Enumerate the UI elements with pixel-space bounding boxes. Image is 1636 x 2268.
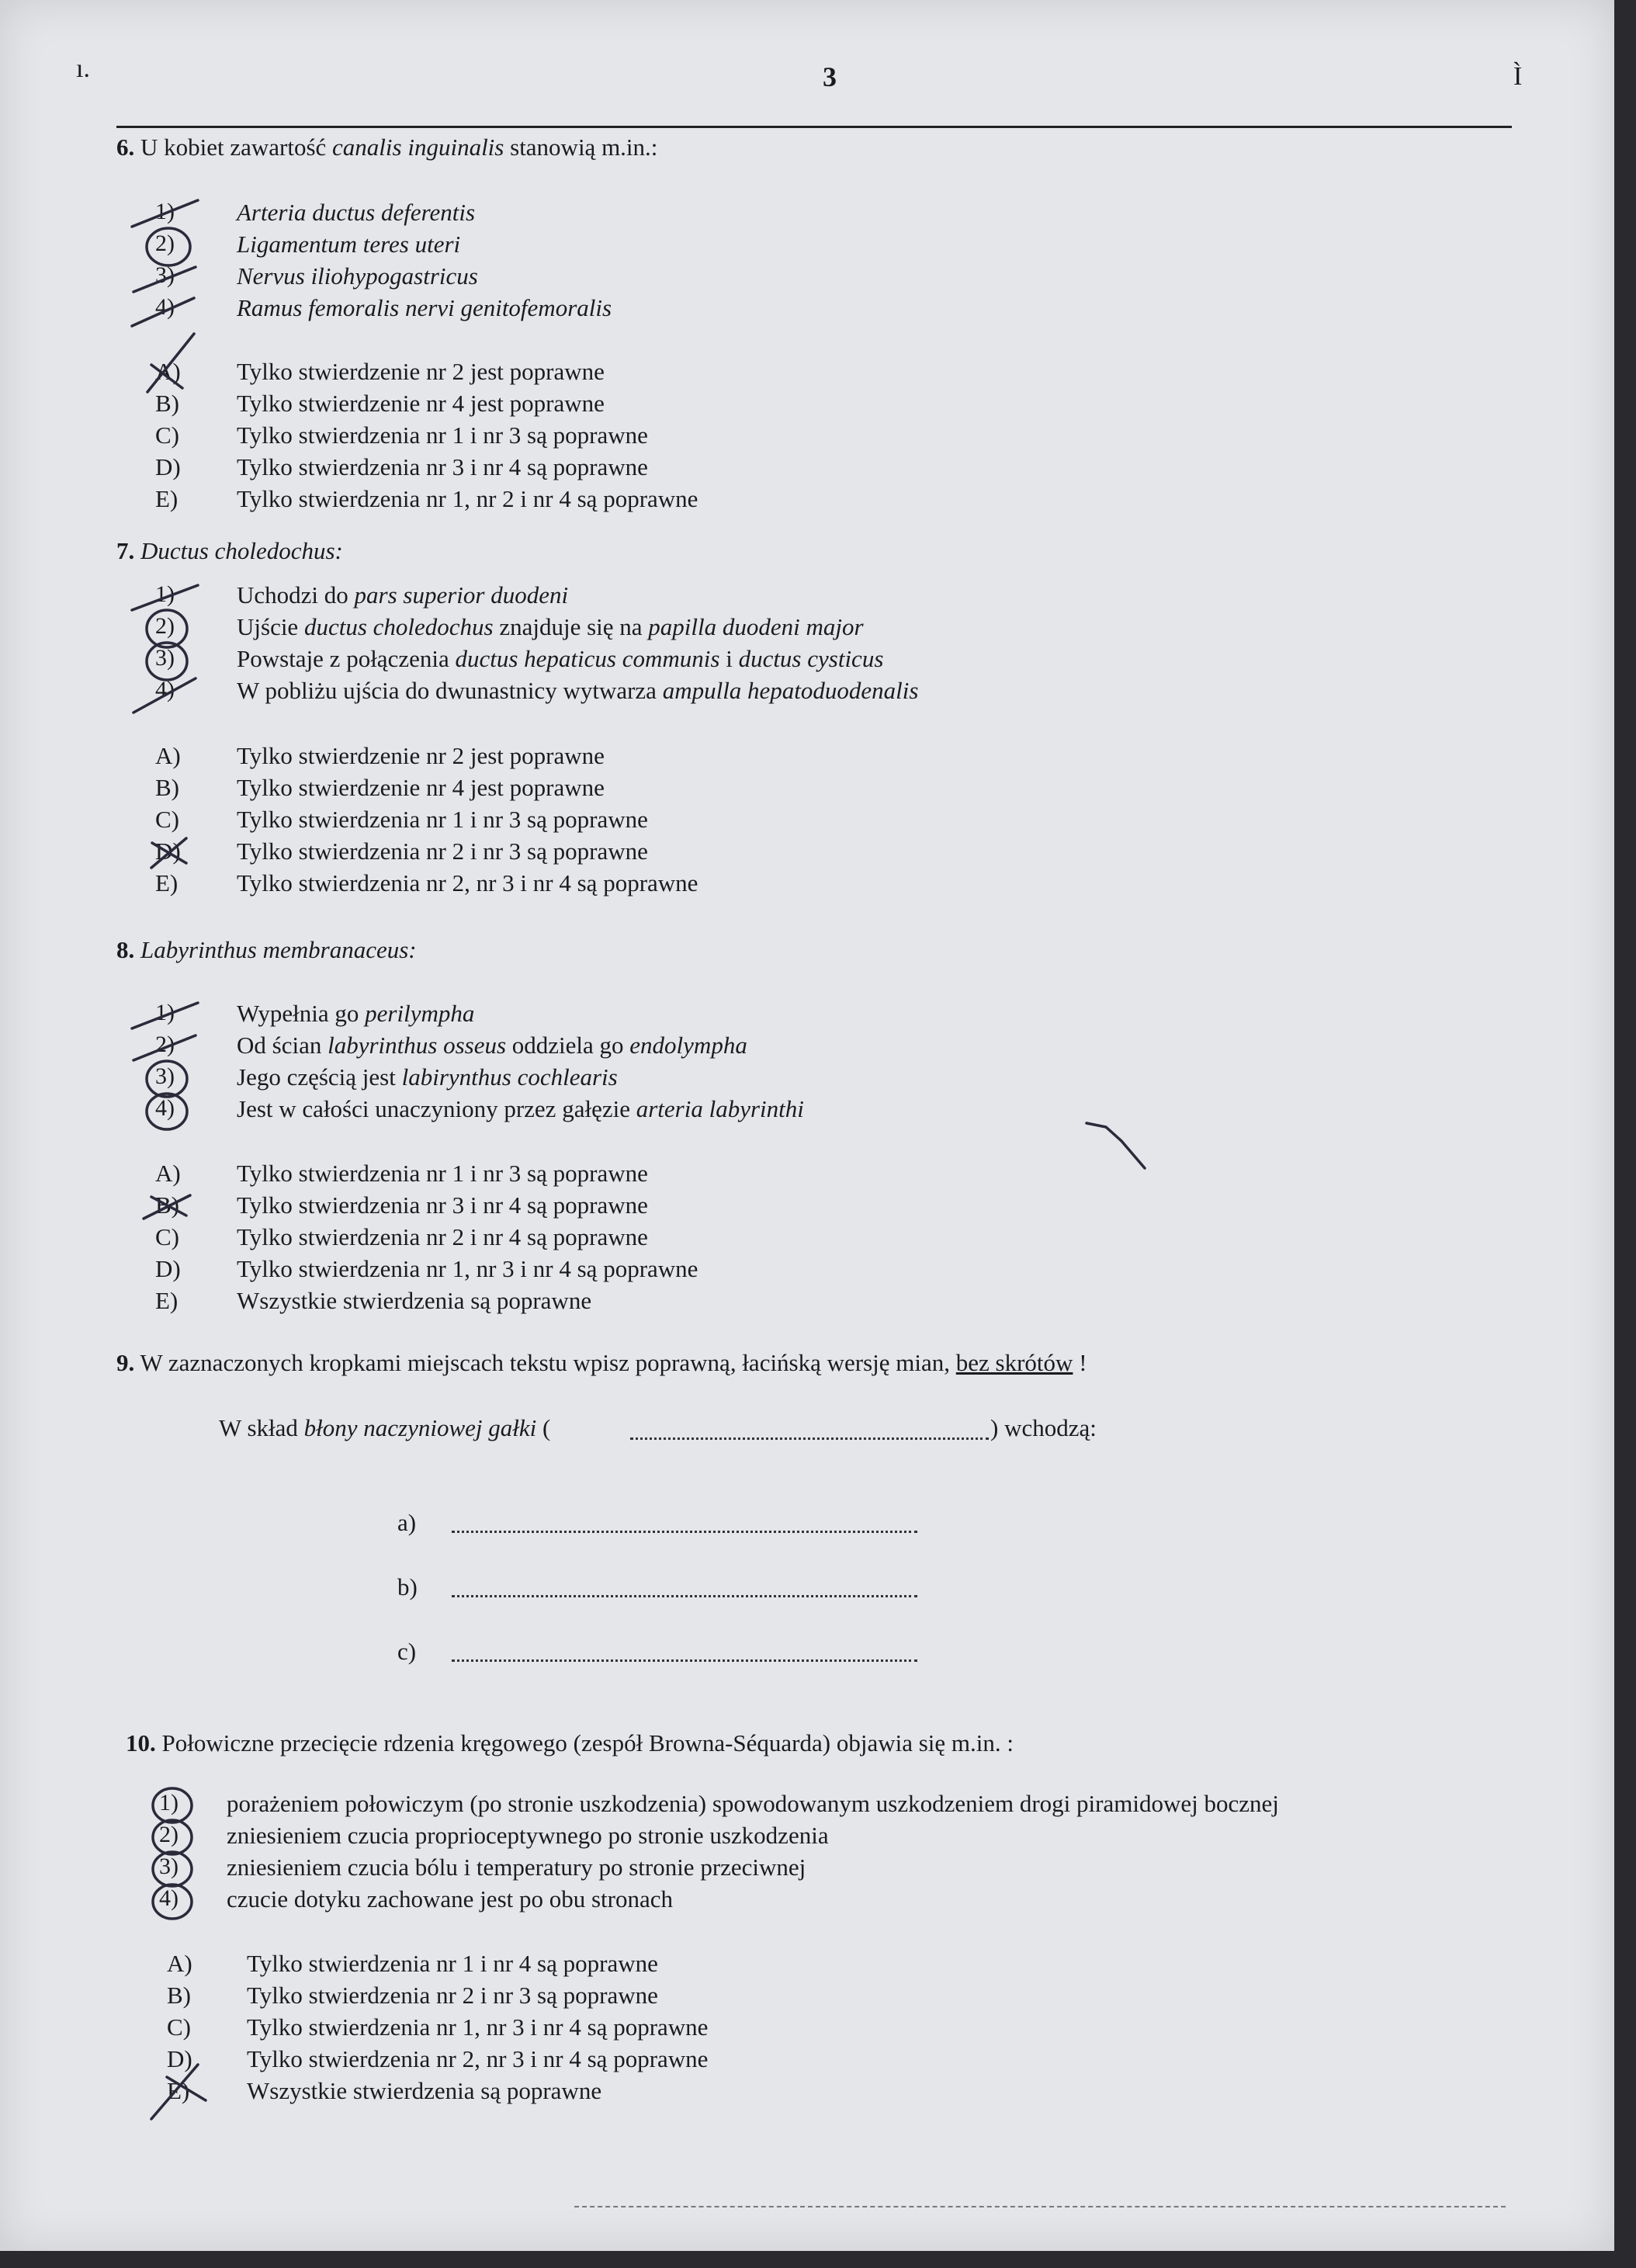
q6-item-3-number: 3) (155, 262, 175, 288)
q7-option-b-letter: B) (155, 774, 179, 801)
q10-option-d-letter: D) (167, 2045, 192, 2072)
q8-option-c-letter: C) (155, 1223, 179, 1250)
q9-blank-c-line[interactable] (452, 1659, 917, 1662)
q10-option-a: Tylko stwierdzenia nr 1 i nr 4 są poprawne (247, 1950, 658, 1977)
q6-item-1: Arteria ductus deferentis (237, 199, 476, 226)
corner-mark-right: Ì (1513, 62, 1523, 91)
q8-item-2: Od ścian labyrinthus osseus oddziela go endolympha (237, 1032, 747, 1059)
q7-item-1: Uchodzi do pars superior duodeni (237, 581, 569, 609)
q6-option-c: Tylko stwierdzenia nr 1 i nr 3 są poprawne (237, 421, 648, 449)
q6-option-d: Tylko stwierdzenia nr 3 i nr 4 są poprawne (237, 453, 648, 480)
q6-option-a-letter: A) (155, 358, 181, 385)
q10-option-d: Tylko stwierdzenia nr 2, nr 3 i nr 4 są poprawne (247, 2045, 709, 2072)
question-9-stem: 9. W zaznaczonych kropkami miejscach tekstu wpisz poprawną, łacińską wersję mian, bez skrótów ! (116, 1349, 1087, 1376)
q8-item-3: Jego częścią jest labirynthus cochlearis (237, 1063, 618, 1091)
q10-option-e-letter: E) (167, 2077, 190, 2104)
q7-item-4: W pobliżu ujścia do dwunastnicy wytwarza ampulla hepatoduodenalis (237, 677, 919, 704)
q8-option-a: Tylko stwierdzenia nr 1 i nr 3 są poprawne (237, 1160, 648, 1187)
q10-item-4-number: 4) (159, 1885, 179, 1911)
q10-option-b: Tylko stwierdzenia nr 2 i nr 3 są poprawne (247, 1982, 658, 2009)
q7-option-c-letter: C) (155, 806, 179, 833)
q7-item-4-number: 4) (155, 677, 175, 702)
q10-option-c: Tylko stwierdzenia nr 1, nr 3 i nr 4 są poprawne (247, 2013, 709, 2041)
q6-item-3: Nervus iliohypogastricus (237, 262, 478, 290)
q10-item-1-number: 1) (159, 1790, 179, 1815)
q6-item-4-number: 4) (155, 294, 175, 320)
q8-item-1-number: 1) (155, 1000, 175, 1025)
q8-option-d: Tylko stwierdzenia nr 1, nr 3 i nr 4 są poprawne (237, 1255, 698, 1282)
q8-margin-stroke (1087, 1123, 1145, 1168)
q8-item-4-number: 4) (155, 1095, 175, 1121)
q8-option-d-letter: D) (155, 1255, 181, 1282)
q10-item-3-number: 3) (159, 1854, 179, 1879)
q9-sentence-end: ) wchodzą: (990, 1414, 1097, 1441)
q10-item-4: czucie dotyku zachowane jest po obu stronach (227, 1885, 674, 1913)
q10-option-c-letter: C) (167, 2013, 191, 2041)
q6-option-a: Tylko stwierdzenie nr 2 jest poprawne (237, 358, 605, 385)
q6-item-2-number: 2) (155, 231, 175, 256)
q8-option-b-letter: B) (155, 1191, 179, 1219)
q6-item-1-number: 1) (155, 199, 175, 224)
q8-option-a-letter: A) (155, 1160, 181, 1187)
q7-item-1-number: 1) (155, 581, 175, 607)
q7-option-d: Tylko stwierdzenia nr 2 i nr 3 są poprawne (237, 837, 648, 865)
q8-option-c: Tylko stwierdzenia nr 2 i nr 4 są poprawne (237, 1223, 648, 1250)
q8-option-e-letter: E) (155, 1287, 179, 1314)
q8-option-e: Wszystkie stwierdzenia są poprawne (237, 1287, 592, 1314)
q10-item-2-number: 2) (159, 1822, 179, 1847)
q6-item-4: Ramus femoralis nervi genitofemoralis (237, 294, 612, 321)
q8-item-1: Wypełnia go perilympha (237, 1000, 475, 1027)
q6-option-b-letter: B) (155, 390, 179, 417)
q6-option-e: Tylko stwierdzenia nr 1, nr 2 i nr 4 są poprawne (237, 485, 698, 512)
q9-blank-b-label: b) (397, 1573, 418, 1600)
q7-item-2-number: 2) (155, 613, 175, 639)
q10-option-e: Wszystkie stwierdzenia są poprawne (247, 2077, 602, 2104)
q7-item-3: Powstaje z połączenia ductus hepaticus communis i ductus cysticus (237, 645, 884, 672)
q6-option-d-letter: D) (155, 453, 181, 480)
question-8-stem: 8. Labyrinthus membranaceus: (116, 936, 417, 963)
corner-mark-left: ı. (76, 54, 90, 83)
q8-item-3-number: 3) (155, 1063, 175, 1089)
q10-item-1: porażeniem połowiczym (po stronie uszkodzenia) spowodowanym uszkodzeniem drogi piramidowej bocznej (227, 1790, 1279, 1817)
q10-item-3: zniesieniem czucia bólu i temperatury po stronie przeciwnej (227, 1854, 806, 1881)
footer-dashed-line (574, 2206, 1506, 2207)
q7-option-b: Tylko stwierdzenie nr 4 jest poprawne (237, 774, 605, 801)
q7-option-a: Tylko stwierdzenie nr 2 jest poprawne (237, 742, 605, 769)
q7-item-2: Ujście ductus choledochus znajduje się na papilla duodeni major (237, 613, 864, 640)
page-number: 3 (823, 61, 837, 92)
q7-option-e: Tylko stwierdzenia nr 2, nr 3 i nr 4 są poprawne (237, 869, 698, 896)
q10-option-a-letter: A) (167, 1950, 192, 1977)
q8-option-b: Tylko stwierdzenia nr 3 i nr 4 są poprawne (237, 1191, 648, 1219)
question-7-stem: 7. Ductus choledochus: (116, 537, 343, 564)
q7-option-c: Tylko stwierdzenia nr 1 i nr 3 są poprawne (237, 806, 648, 833)
q6-option-e-letter: E) (155, 485, 179, 512)
q9-fill-blank-main[interactable] (630, 1437, 989, 1440)
q8-item-2-number: 2) (155, 1032, 175, 1057)
q7-option-a-letter: A) (155, 742, 181, 769)
q7-option-e-letter: E) (155, 869, 179, 896)
q9-blank-a-label: a) (397, 1509, 417, 1536)
question-10-stem: 10. Połowiczne przecięcie rdzenia kręgowego (zespół Browna-Séquarda) objawia się m.in. : (126, 1729, 1014, 1756)
q9-blank-c-label: c) (397, 1638, 417, 1665)
question-6-stem: 6. U kobiet zawartość canalis inguinalis stanowią m.in.: (116, 134, 658, 161)
q9-blank-a-line[interactable] (452, 1531, 917, 1533)
q6-item-2: Ligamentum teres uteri (237, 231, 461, 258)
q9-blank-b-line[interactable] (452, 1595, 917, 1597)
q6-option-b: Tylko stwierdzenie nr 4 jest poprawne (237, 390, 605, 417)
q9-sentence: W skład błony naczyniowej gałki ( (219, 1414, 551, 1441)
q7-item-3-number: 3) (155, 645, 175, 671)
q10-item-2: zniesieniem czucia proprioceptywnego po stronie uszkodzenia (227, 1822, 829, 1849)
q6-option-c-letter: C) (155, 421, 179, 449)
header-rule (116, 126, 1512, 128)
q7-option-d-letter: D) (155, 837, 181, 865)
q8-item-4: Jest w całości unaczyniony przez gałęzie arteria labyrinthi (237, 1095, 804, 1122)
q10-option-b-letter: B) (167, 1982, 191, 2009)
